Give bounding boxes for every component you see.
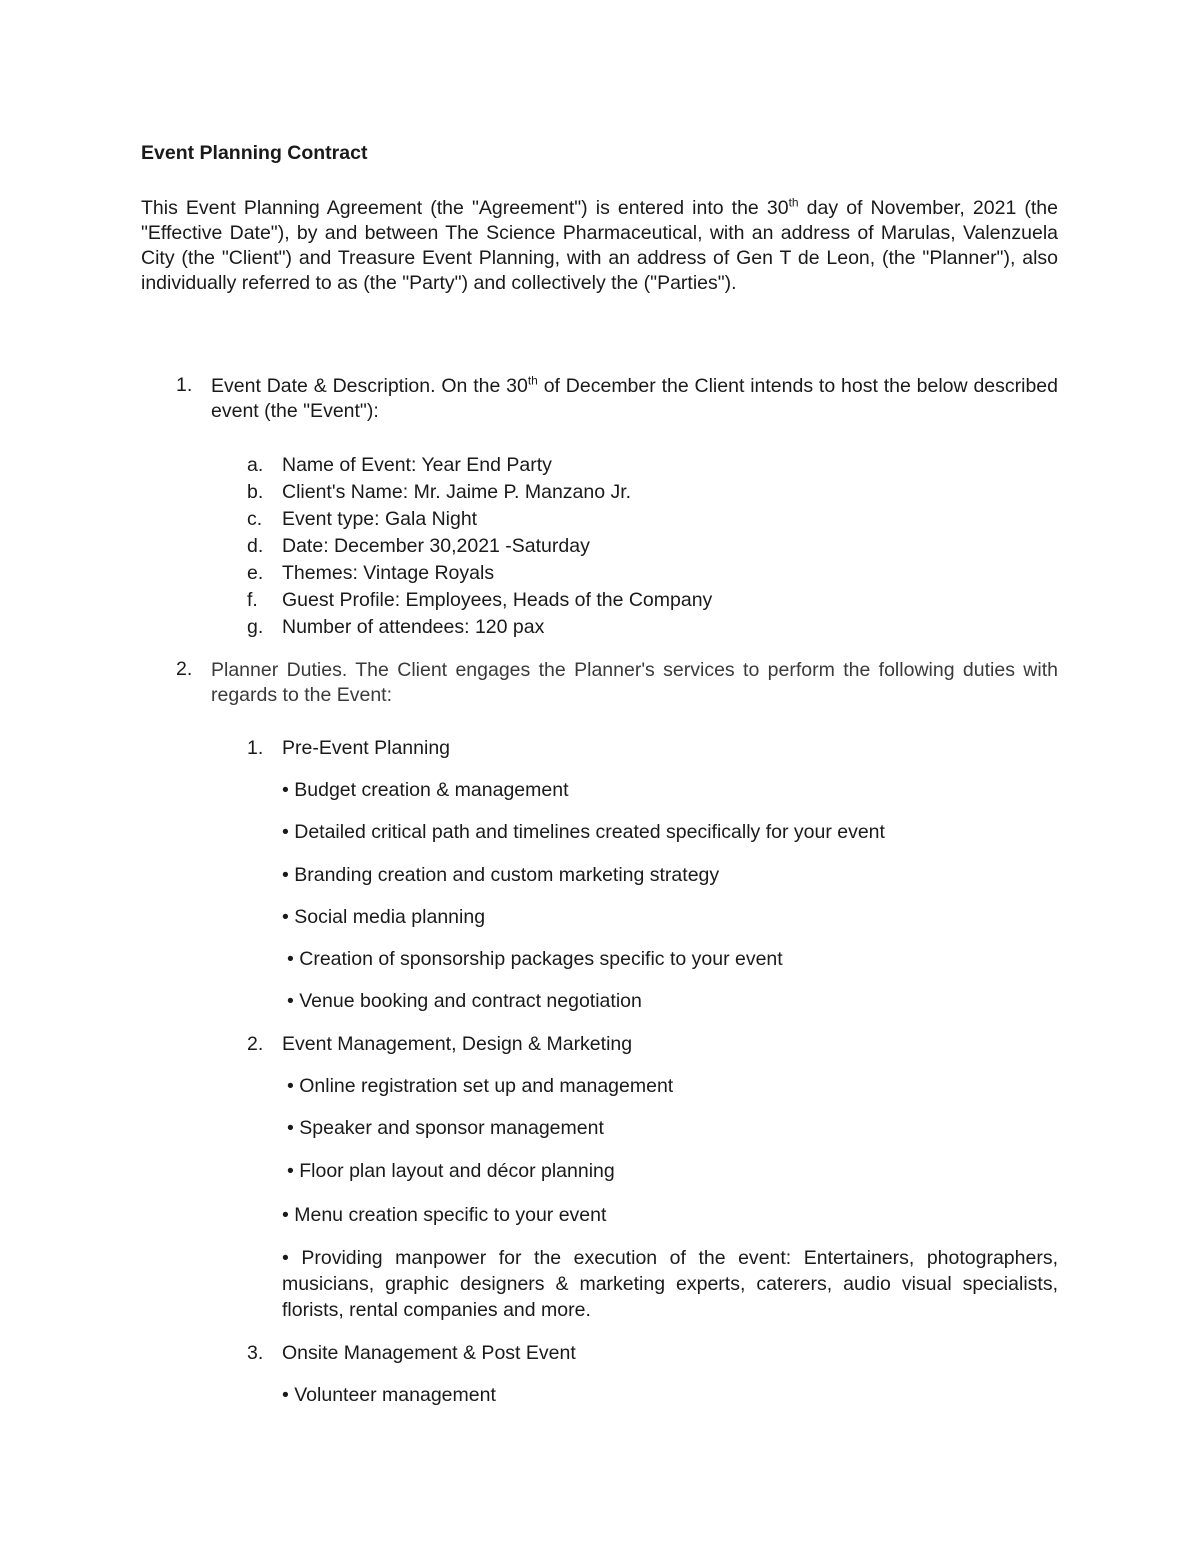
list-item-event-name: Name of Event: Year End Party [282, 454, 552, 476]
list-item-marker: d. [247, 535, 264, 557]
list-item-marker: g. [247, 616, 264, 638]
bullet-item-manpower: • Providing manpower for the execution of the event: Entertainers, photographers, musicians, graphic designers & marketing experts, caterers, audio visual specialists, florists, rental companies and more. [282, 1247, 1058, 1321]
bullet-item: • Budget creation & management [282, 779, 569, 801]
document-title: Event Planning Contract [141, 142, 368, 164]
intro-superscript: th [788, 195, 799, 210]
group-1-heading: Pre-Event Planning [282, 737, 451, 759]
group-2-number: 2. [247, 1033, 264, 1055]
section-1-number: 1. [176, 374, 193, 396]
group-1-number: 1. [247, 737, 264, 759]
list-item-guest-profile: Guest Profile: Employees, Heads of the Company [282, 589, 713, 611]
bullet-item: • Speaker and sponsor management [287, 1117, 604, 1139]
bullet-item: • Creation of sponsorship packages specific to your event [287, 948, 783, 970]
list-item-client-name: Client's Name: Mr. Jaime P. Manzano Jr. [282, 481, 632, 503]
bullet-item: • Floor plan layout and décor planning [287, 1160, 615, 1182]
bullet-item: • Branding creation and custom marketing strategy [282, 864, 720, 886]
bullet-item: • Online registration set up and management [287, 1075, 674, 1097]
bullet-item: • Menu creation specific to your event [282, 1204, 607, 1226]
intro-paragraph [141, 196, 1058, 296]
group-2-heading: Event Management, Design & Marketing [282, 1033, 633, 1055]
list-item-themes: Themes: Vintage Royals [282, 562, 495, 584]
section-2-text: Planner Duties. The Client engages the Planner's services to perform the following duties with regards to the Event: [211, 659, 1058, 706]
intro-text-start: This Event Planning Agreement (the "Agreement") is entered into the 30 [141, 197, 789, 219]
bullet-item: • Detailed critical path and timelines created specifically for your event [282, 821, 885, 843]
list-item-marker: a. [247, 454, 264, 476]
section-2-number: 2. [176, 658, 193, 680]
group-3-number: 3. [247, 1342, 264, 1364]
list-item-marker: b. [247, 481, 264, 503]
list-item-date: Date: December 30,2021 -Saturday [282, 535, 590, 557]
section-1-text-start: Event Date & Description. On the 30 [211, 375, 528, 397]
intro-text-end: day of November, 2021 (the "Effective Date"), by and between The Science Pharmaceutical, with an address of Marulas, Valenzuela City (the "Client") and Treasure Event Planning, with an address of Gen T de Leon, (the "Planner"), also individually referred to as (the "Party") and collectively the ("Parties"). [141, 197, 1058, 294]
section-1-text [211, 374, 1058, 424]
bullet-item: • Volunteer management [282, 1384, 496, 1406]
section-1-superscript: th [527, 373, 538, 388]
list-item-marker: e. [247, 562, 264, 584]
list-item-marker: f. [247, 589, 258, 611]
list-item-event-type: Event type: Gala Night [282, 508, 478, 530]
section-1-text-end: of December the Client intends to host the below described event (the "Event"): [211, 375, 1058, 422]
bullet-item: • Venue booking and contract negotiation [287, 990, 642, 1012]
bullet-item: • Social media planning [282, 906, 486, 928]
group-3-heading: Onsite Management & Post Event [282, 1342, 576, 1364]
list-item-marker: c. [247, 508, 263, 530]
list-item-attendees: Number of attendees: 120 pax [282, 616, 545, 638]
